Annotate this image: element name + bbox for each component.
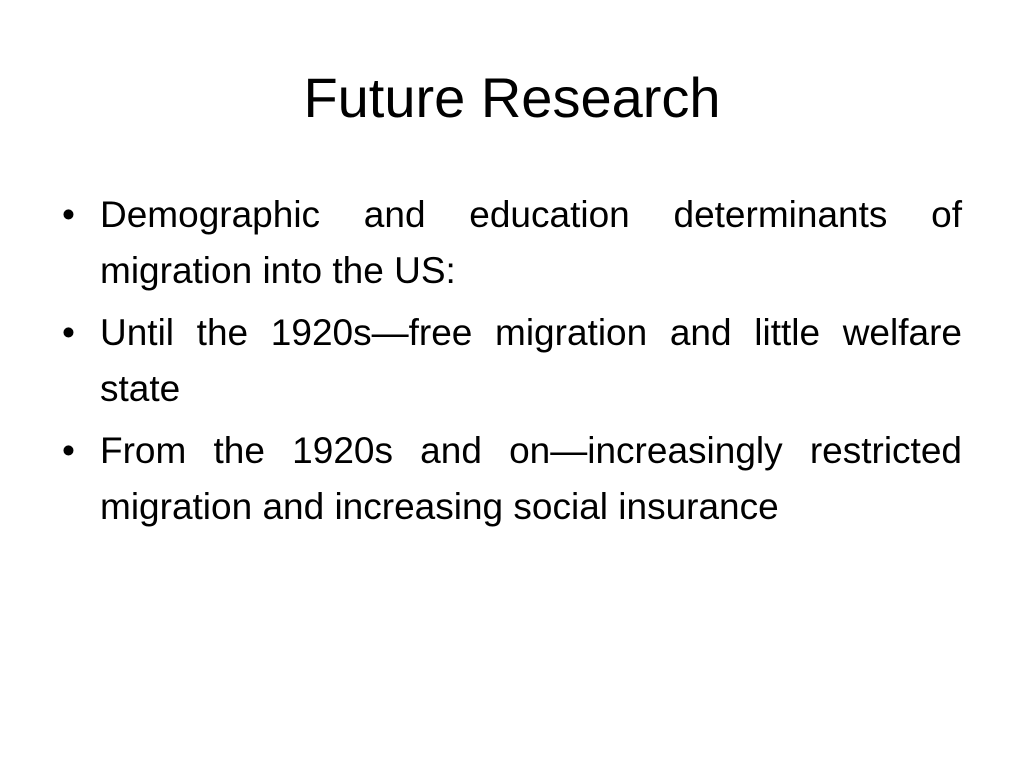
bullet-text: Demographic and education determinants of migration into the US: <box>100 194 962 291</box>
bullet-item <box>62 187 962 299</box>
bullet-text: Until the 1920s—free migration and little welfare state <box>100 312 962 409</box>
slide-title: Future Research <box>303 66 721 129</box>
bullet-list <box>62 187 962 541</box>
bullet-marker: • <box>62 312 75 353</box>
bullet-item <box>62 305 962 417</box>
bullet-text: From the 1920s and on—increasingly restricted migration and increasing social insurance <box>100 430 962 527</box>
bullet-item <box>62 423 962 535</box>
bullet-marker: • <box>62 194 75 235</box>
bullet-marker: • <box>62 430 75 471</box>
